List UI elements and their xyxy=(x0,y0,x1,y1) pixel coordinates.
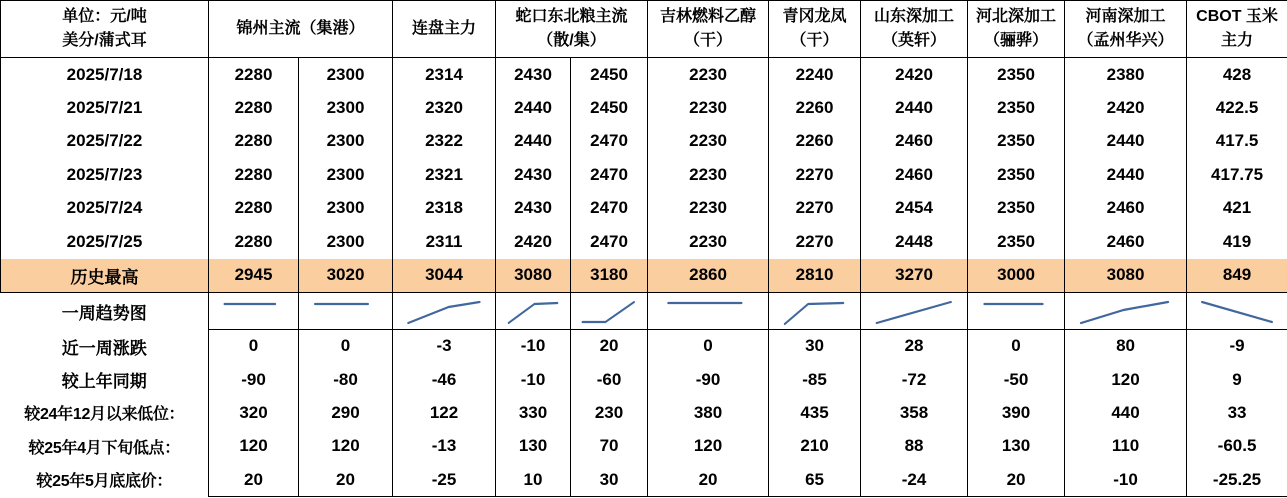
sparkline-cell[interactable] xyxy=(299,293,393,330)
trend-sparkline-diagonal-up xyxy=(865,297,963,327)
comparison-value-cell[interactable]: 20 xyxy=(299,463,393,496)
value-cell[interactable]: 2380 xyxy=(1065,58,1187,92)
unit-header-cell[interactable] xyxy=(1,1,209,58)
value-cell[interactable]: 2270 xyxy=(769,158,861,192)
column-header-line: 主力 xyxy=(1221,32,1254,49)
comparison-value-cell[interactable]: -10 xyxy=(1065,463,1187,496)
value-cell[interactable]: 2230 xyxy=(648,58,769,92)
sparkline-cell[interactable] xyxy=(861,293,968,330)
value-cell[interactable]: 2430 xyxy=(496,58,571,92)
column-header-line: 锦州主流（集港） xyxy=(236,20,365,37)
comparison-value-cell[interactable]: -85 xyxy=(769,363,861,396)
comparison-value-cell[interactable]: 70 xyxy=(571,430,648,463)
sparkline-cell[interactable] xyxy=(496,293,571,330)
comparison-value-cell[interactable]: -13 xyxy=(393,430,496,463)
comparison-value-cell[interactable]: 435 xyxy=(769,396,861,429)
value-cell[interactable]: 2300 xyxy=(299,158,393,192)
history-high-value-cell[interactable]: 3180 xyxy=(571,259,648,293)
column-header-line: 河北深加工 xyxy=(976,8,1057,25)
value-cell[interactable]: 2420 xyxy=(496,225,571,259)
history-high-value-cell[interactable]: 2945 xyxy=(209,259,299,293)
sparkline-cell[interactable] xyxy=(1065,293,1187,330)
value-cell[interactable]: 2280 xyxy=(209,125,299,159)
value-cell[interactable]: 2440 xyxy=(861,91,968,125)
sparkline-cell[interactable] xyxy=(571,293,648,330)
comparison-value-cell[interactable]: -80 xyxy=(299,363,393,396)
value-cell[interactable]: 2314 xyxy=(393,58,496,92)
value-cell[interactable]: 419 xyxy=(1187,225,1287,259)
history-high-value-cell[interactable]: 3080 xyxy=(1065,259,1187,293)
column-header[interactable] xyxy=(769,1,861,58)
comparison-row-label[interactable]: 近一周涨跌 xyxy=(61,338,147,358)
comparison-value-cell[interactable]: 120 xyxy=(648,430,769,463)
history-high-value-cell[interactable]: 3080 xyxy=(496,259,571,293)
value-cell[interactable]: 421 xyxy=(1187,192,1287,226)
trend-sparkline-flat-high xyxy=(972,297,1060,327)
comparison-value-cell[interactable]: 33 xyxy=(1187,396,1287,429)
unit-line-1: 单位：元/吨 xyxy=(62,8,147,25)
comparison-value-cell[interactable]: -10 xyxy=(496,363,571,396)
trend-sparkline-diagonal-down xyxy=(1191,297,1283,327)
column-header-line: （孟州华兴） xyxy=(1077,32,1174,49)
comparison-value-cell[interactable]: -25.25 xyxy=(1187,463,1287,496)
value-cell[interactable]: 2280 xyxy=(209,158,299,192)
trend-sparkline-rise-then-flat xyxy=(773,297,857,327)
value-cell[interactable]: 417.5 xyxy=(1187,125,1287,159)
value-cell[interactable]: 2260 xyxy=(769,125,861,159)
comparison-value-cell[interactable]: 30 xyxy=(769,330,861,363)
value-cell[interactable]: 417.75 xyxy=(1187,158,1287,192)
value-cell[interactable]: 2280 xyxy=(209,225,299,259)
column-header[interactable] xyxy=(209,1,393,58)
column-header-line: 河南深加工 xyxy=(1085,8,1166,25)
comparison-value-cell[interactable]: -3 xyxy=(393,330,496,363)
value-cell[interactable]: 2450 xyxy=(571,91,648,125)
value-cell[interactable]: 2470 xyxy=(571,192,648,226)
value-cell[interactable]: 2311 xyxy=(393,225,496,259)
column-header[interactable] xyxy=(648,1,769,58)
value-cell[interactable]: 2320 xyxy=(393,91,496,125)
value-cell[interactable]: 2448 xyxy=(861,225,968,259)
comparison-value-cell[interactable]: -25 xyxy=(393,463,496,496)
comparison-value-cell[interactable]: 120 xyxy=(299,430,393,463)
history-high-value-cell[interactable]: 3000 xyxy=(968,259,1065,293)
column-header-line: （干） xyxy=(790,32,839,49)
comparison-row-label[interactable]: 较24年12月以来低位： xyxy=(24,406,185,424)
column-header[interactable] xyxy=(861,1,968,58)
value-cell[interactable]: 2230 xyxy=(648,192,769,226)
comparison-value-cell[interactable]: 9 xyxy=(1187,363,1287,396)
value-cell[interactable]: 2230 xyxy=(648,158,769,192)
comparison-value-cell[interactable]: -60 xyxy=(571,363,648,396)
value-cell[interactable]: 2280 xyxy=(209,192,299,226)
date-cell[interactable]: 2025/7/22 xyxy=(1,125,209,159)
history-high-value-cell[interactable]: 2810 xyxy=(769,259,861,293)
comparison-value-cell[interactable]: 390 xyxy=(968,396,1065,429)
column-header-line: （干） xyxy=(684,32,733,49)
comparison-value-cell[interactable]: -9 xyxy=(1187,330,1287,363)
comparison-value-cell[interactable]: 210 xyxy=(769,430,861,463)
value-cell[interactable]: 2300 xyxy=(299,58,393,92)
comparison-row-label[interactable]: 较上年同期 xyxy=(61,372,147,392)
value-cell[interactable]: 2321 xyxy=(393,158,496,192)
comparison-value-cell[interactable]: 28 xyxy=(861,330,968,363)
sparkline-cell[interactable] xyxy=(968,293,1065,330)
value-cell[interactable]: 2280 xyxy=(209,58,299,92)
comparison-value-cell[interactable]: 20 xyxy=(648,463,769,496)
trend-sparkline-rise-then-ease xyxy=(397,297,491,327)
trend-sparkline-flat-then-rise xyxy=(574,297,644,327)
value-cell[interactable]: 2350 xyxy=(968,91,1065,125)
comparison-value-cell[interactable]: 230 xyxy=(571,396,648,429)
date-cell[interactable]: 2025/7/24 xyxy=(1,192,209,226)
comparison-value-cell[interactable]: 0 xyxy=(299,330,393,363)
date-cell[interactable]: 2025/7/23 xyxy=(1,158,209,192)
value-cell[interactable]: 2460 xyxy=(861,158,968,192)
value-cell[interactable]: 2440 xyxy=(1065,158,1187,192)
comparison-row-label[interactable]: 较25年4月下旬低点： xyxy=(28,439,180,457)
sparkline-cell[interactable] xyxy=(209,293,299,330)
comparison-row-label[interactable]: 较25年5月底底价： xyxy=(36,473,173,491)
value-cell[interactable]: 2350 xyxy=(968,225,1065,259)
comparison-value-cell[interactable]: 65 xyxy=(769,463,861,496)
column-header-line: 蛇口东北粮主流 xyxy=(515,8,628,25)
comparison-value-cell[interactable]: -90 xyxy=(648,363,769,396)
comparison-value-cell[interactable]: 80 xyxy=(1065,330,1187,363)
trend-sparkline-flat-high xyxy=(653,297,763,327)
comparison-value-cell[interactable]: 0 xyxy=(209,330,299,363)
sparkline-row-label[interactable]: 一周趋势图 xyxy=(61,303,147,323)
value-cell[interactable]: 2270 xyxy=(769,192,861,226)
comparison-value-cell[interactable]: 290 xyxy=(299,396,393,429)
history-high-value-cell[interactable]: 2860 xyxy=(648,259,769,293)
date-cell[interactable]: 2025/7/21 xyxy=(1,91,209,125)
comparison-value-cell[interactable]: 10 xyxy=(496,463,571,496)
comparison-value-cell[interactable]: 20 xyxy=(209,463,299,496)
comparison-value-cell[interactable]: -90 xyxy=(209,363,299,396)
comparison-value-cell[interactable]: 120 xyxy=(1065,363,1187,396)
value-cell[interactable]: 2420 xyxy=(861,58,968,92)
comparison-value-cell[interactable]: 20 xyxy=(968,463,1065,496)
value-cell[interactable]: 2230 xyxy=(648,225,769,259)
value-cell[interactable]: 2470 xyxy=(571,158,648,192)
trend-sparkline-curve-up xyxy=(1070,297,1181,327)
trend-sparkline-flat-high xyxy=(213,297,295,327)
comparison-value-cell[interactable]: 110 xyxy=(1065,430,1187,463)
value-cell[interactable]: 2300 xyxy=(299,192,393,226)
value-cell[interactable]: 2440 xyxy=(496,125,571,159)
comparison-value-cell[interactable]: 330 xyxy=(496,396,571,429)
value-cell[interactable]: 2300 xyxy=(299,225,393,259)
value-cell[interactable]: 2300 xyxy=(299,91,393,125)
column-header[interactable] xyxy=(1187,1,1287,58)
value-cell[interactable]: 2240 xyxy=(769,58,861,92)
value-cell[interactable]: 2430 xyxy=(496,192,571,226)
value-cell[interactable]: 2270 xyxy=(769,225,861,259)
column-header-line: 青冈龙凤 xyxy=(782,8,847,25)
history-high-value-cell[interactable]: 3044 xyxy=(393,259,496,293)
column-header-line: 吉林燃料乙醇 xyxy=(660,8,757,25)
comparison-value-cell[interactable]: 320 xyxy=(209,396,299,429)
value-cell[interactable]: 2440 xyxy=(1065,125,1187,159)
column-header-line: （散/集） xyxy=(537,32,606,49)
value-cell[interactable]: 2350 xyxy=(968,125,1065,159)
comparison-value-cell[interactable]: 0 xyxy=(648,330,769,363)
date-cell[interactable]: 2025/7/25 xyxy=(1,225,209,259)
comparison-value-cell[interactable]: 0 xyxy=(968,330,1065,363)
history-high-value-cell[interactable]: 849 xyxy=(1187,259,1287,293)
sparkline-cell[interactable] xyxy=(1187,293,1287,330)
value-cell[interactable]: 2318 xyxy=(393,192,496,226)
comparison-value-cell[interactable]: 358 xyxy=(861,396,968,429)
value-cell[interactable]: 2230 xyxy=(648,91,769,125)
column-header-line: 连盘主力 xyxy=(412,20,477,37)
comparison-value-cell[interactable]: 88 xyxy=(861,430,968,463)
unit-line-2: 美分/蒲式耳 xyxy=(62,32,147,49)
comparison-value-cell[interactable]: 380 xyxy=(648,396,769,429)
comparison-value-cell[interactable]: -24 xyxy=(861,463,968,496)
comparison-value-cell[interactable]: 130 xyxy=(496,430,571,463)
value-cell[interactable]: 2460 xyxy=(1065,192,1187,226)
trend-sparkline-flat-high xyxy=(303,297,389,327)
value-cell[interactable]: 2470 xyxy=(571,225,648,259)
comparison-value-cell[interactable]: 120 xyxy=(209,430,299,463)
history-high-value-cell[interactable]: 3020 xyxy=(299,259,393,293)
comparison-value-cell[interactable]: 20 xyxy=(571,330,648,363)
column-header[interactable] xyxy=(496,1,648,58)
comparison-value-cell[interactable]: 130 xyxy=(968,430,1065,463)
value-cell[interactable]: 2300 xyxy=(299,125,393,159)
comparison-value-cell[interactable]: 122 xyxy=(393,396,496,429)
comparison-value-cell[interactable]: -46 xyxy=(393,363,496,396)
column-header-line: （英轩） xyxy=(882,32,947,49)
column-header[interactable] xyxy=(1065,1,1187,58)
column-header[interactable] xyxy=(968,1,1065,58)
comparison-value-cell[interactable]: -72 xyxy=(861,363,968,396)
column-header[interactable] xyxy=(393,1,496,58)
comparison-value-cell[interactable]: -50 xyxy=(968,363,1065,396)
value-cell[interactable]: 2460 xyxy=(1065,225,1187,259)
value-cell[interactable]: 2470 xyxy=(571,125,648,159)
value-cell[interactable]: 2350 xyxy=(968,58,1065,92)
value-cell[interactable]: 2350 xyxy=(968,158,1065,192)
value-cell[interactable]: 428 xyxy=(1187,58,1287,92)
comparison-value-cell[interactable]: -10 xyxy=(496,330,571,363)
column-header-line: CBOT 玉米 xyxy=(1196,8,1278,25)
sparkline-cell[interactable] xyxy=(769,293,861,330)
value-cell[interactable]: 2440 xyxy=(496,91,571,125)
column-header-line: 山东深加工 xyxy=(874,8,955,25)
sparkline-cell[interactable] xyxy=(648,293,769,330)
value-cell[interactable]: 2280 xyxy=(209,91,299,125)
comparison-value-cell[interactable]: -60.5 xyxy=(1187,430,1287,463)
value-cell[interactable]: 2230 xyxy=(648,125,769,159)
date-cell[interactable]: 2025/7/18 xyxy=(1,58,209,92)
value-cell[interactable]: 2350 xyxy=(968,192,1065,226)
value-cell[interactable]: 2454 xyxy=(861,192,968,226)
history-high-value-cell[interactable]: 3270 xyxy=(861,259,968,293)
column-header-line: （骊骅） xyxy=(984,32,1049,49)
comparison-value-cell[interactable]: 30 xyxy=(571,463,648,496)
value-cell[interactable]: 2420 xyxy=(1065,91,1187,125)
sparkline-cell[interactable] xyxy=(393,293,496,330)
trend-sparkline-rise-then-flat xyxy=(499,297,567,327)
value-cell[interactable]: 2322 xyxy=(393,125,496,159)
value-cell[interactable]: 2260 xyxy=(769,91,861,125)
history-high-label[interactable]: 历史最高 xyxy=(1,259,209,293)
value-cell[interactable]: 2460 xyxy=(861,125,968,159)
value-cell[interactable]: 422.5 xyxy=(1187,91,1287,125)
value-cell[interactable]: 2450 xyxy=(571,58,648,92)
value-cell[interactable]: 2430 xyxy=(496,158,571,192)
comparison-value-cell[interactable]: 440 xyxy=(1065,396,1187,429)
